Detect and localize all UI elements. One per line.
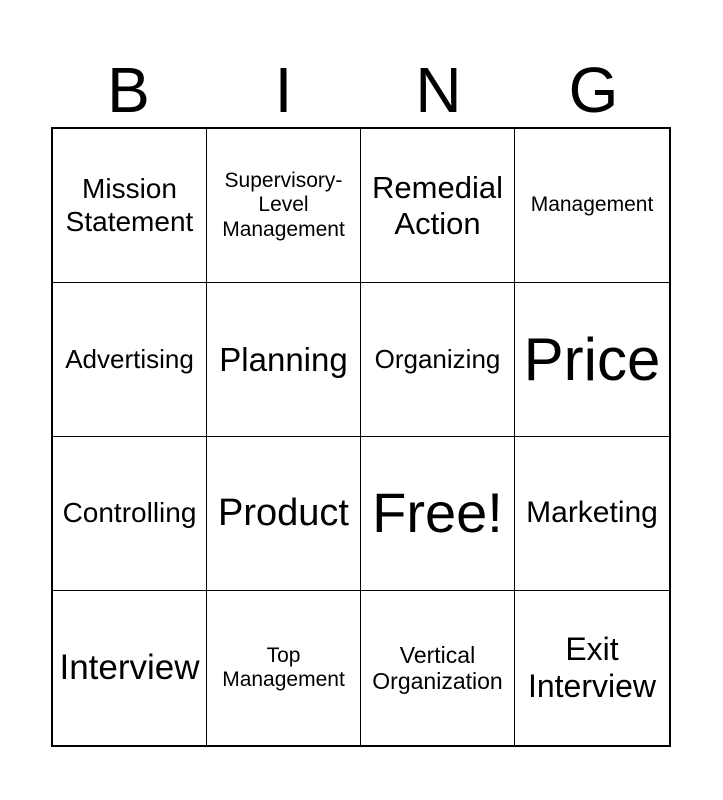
header-letter-g: G [568, 54, 619, 126]
header-letter-i: I [274, 54, 293, 126]
bingo-cell[interactable] [207, 283, 361, 437]
bingo-cell[interactable] [361, 283, 515, 437]
cell-label: Vertical Organization [372, 641, 503, 694]
cell-label: Controlling [62, 497, 197, 529]
bingo-cell[interactable] [515, 283, 669, 437]
bingo-header [51, 52, 671, 128]
cell-label: Advertising [65, 343, 194, 374]
bingo-cell[interactable] [53, 591, 207, 745]
bingo-cell[interactable] [53, 129, 207, 283]
cell-label: Interview [59, 647, 200, 687]
bingo-cell[interactable] [515, 591, 669, 745]
cell-label: Planning [219, 340, 348, 378]
bingo-cell[interactable] [515, 437, 669, 591]
bingo-cell[interactable] [207, 129, 361, 283]
cell-label: Top Management [222, 643, 345, 691]
cell-label: Exit Interview [527, 631, 657, 704]
bingo-cell[interactable] [207, 591, 361, 745]
cell-label: Price [523, 326, 661, 393]
bingo-cell[interactable] [361, 591, 515, 745]
bingo-cell[interactable] [361, 129, 515, 283]
cell-label: Mission Statement [65, 173, 194, 237]
cell-label: Marketing [526, 496, 658, 530]
bingo-board [51, 127, 671, 747]
bingo-cell[interactable] [53, 283, 207, 437]
cell-label: Product [218, 491, 349, 534]
header-letter-n: N [415, 54, 462, 126]
bingo-cell[interactable] [207, 437, 361, 591]
cell-label: Management [530, 193, 654, 217]
cell-label: Supervisory- Level Management [222, 169, 345, 241]
bingo-cell[interactable] [53, 437, 207, 591]
bingo-cell[interactable] [515, 129, 669, 283]
free-space-cell[interactable] [361, 437, 515, 591]
cell-label: Organizing [374, 343, 501, 374]
cell-label: Remedial Action [372, 169, 503, 241]
header-letter-b: B [107, 54, 150, 126]
free-space-label: Free! [372, 481, 503, 545]
